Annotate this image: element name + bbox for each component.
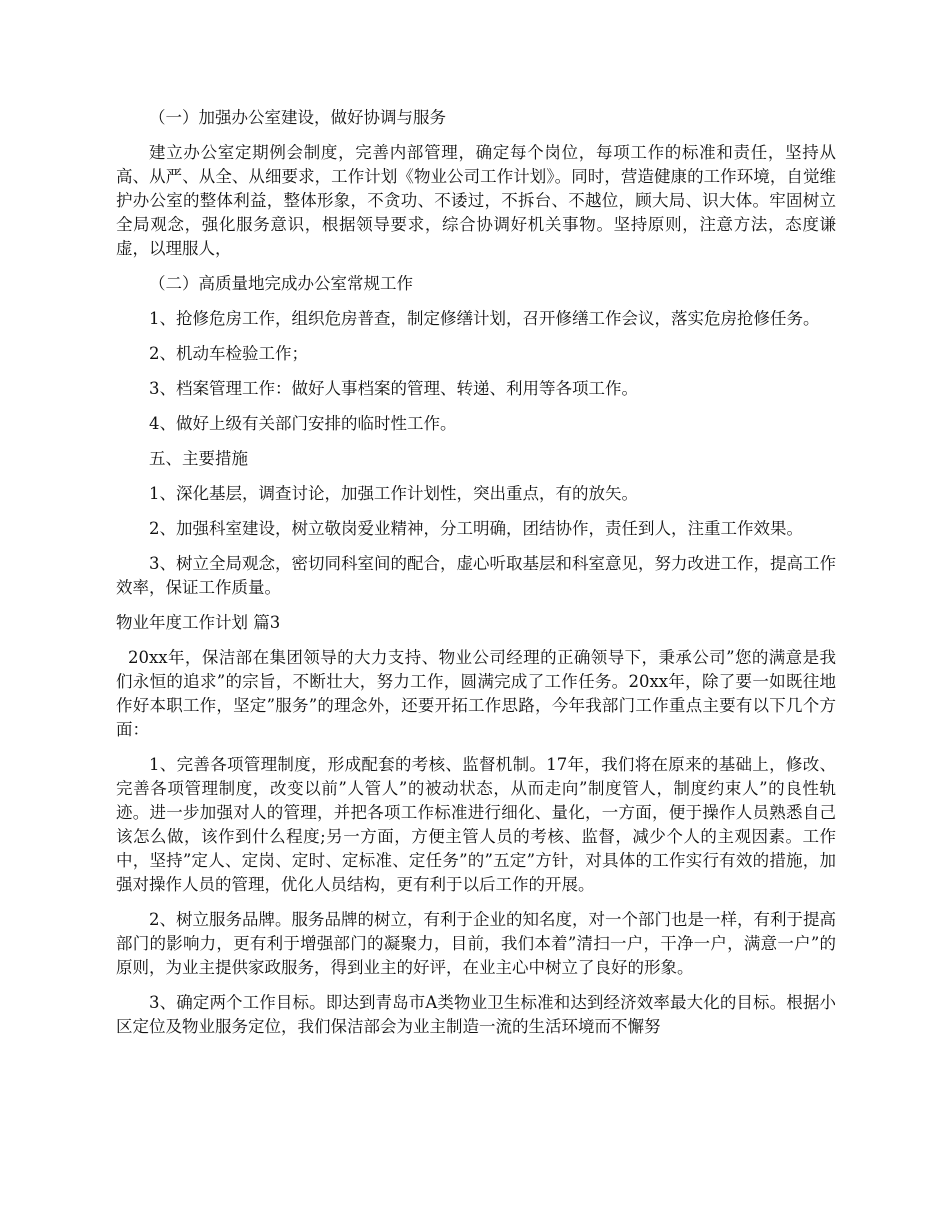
focus-item-2: 2、树立服务品牌。服务品牌的树立，有利于企业的知名度，对一个部门也是一样，有利于提高部门的影响力，更有利于增强部门的凝聚力，目前，我们本着”清扫一户，干净一户，满意一户”的原则，为业主提供家政服务，得到业主的好评，在业主心中树立了良好的形象。 xyxy=(116,910,836,977)
focus-item-3: 3、确定两个工作目标。即达到青岛市A类物业卫生标准和达到经济效率最大化的目标。根据小区定位及物业服务定位，我们保洁部会为业主制造一流的生活环境而不懈努 xyxy=(116,993,836,1036)
list-item-1: 1、抢修危房工作，组织危房普查，制定修缮计划，召开修缮工作会议，落实危房抢修任务。 xyxy=(149,309,820,328)
measure-item-2: 2、加强科室建设，树立敬岗爱业精神，分工明确，团结协作，责任到人，注重工作效果。 xyxy=(149,519,803,538)
list-item-2: 2、机动车检验工作； xyxy=(149,344,308,363)
list-item-4: 4、做好上级有关部门安排的临时性工作。 xyxy=(149,414,457,433)
measure-item-3: 3、树立全局观念，密切同科室间的配合，虚心听取基层和科室意见，努力改进工作，提高工作效率，保证工作质量。 xyxy=(116,554,836,597)
paragraph-office-meeting: 建立办公室定期例会制度，完善内部管理，确定每个岗位，每项工作的标准和责任，坚持从高、从严、从全、从细要求，工作计划《物业公司工作计划》。同时，营造健康的工作环境，自觉维护办公室的整体利益，整体形象，不贪功、不诿过，不拆台、不越位，顾大局、识大体。牢固树立全局观念，强化服务意识，根据领导要求，综合协调好机关事物。坚持原则，注意方法，态度谦虚，以理服人， xyxy=(116,143,836,258)
section-heading-2: （二）高质量地完成办公室常规工作 xyxy=(149,274,413,293)
chapter-title: 物业年度工作计划 篇3 xyxy=(116,613,281,632)
list-item-3: 3、档案管理工作：做好人事档案的管理、转递、利用等各项工作。 xyxy=(149,379,638,398)
intro-paragraph: 20xx年，保洁部在集团领导的大力支持、物业公司经理的正确领导下，秉承公司”您的满意是我们永恒的追求”的宗旨，不断壮大，努力工作，圆满完成了工作任务。20xx年，除了要一如既往地作好本职工作，坚定”服务”的理念外，还要开拓工作思路，今年我部门工作重点主要有以下几个方面： xyxy=(116,648,836,739)
section-heading-1: （一）加强办公室建设，做好协调与服务 xyxy=(149,108,446,127)
section-heading-5: 五、主要措施 xyxy=(149,449,248,468)
document-body xyxy=(116,106,836,1050)
measure-item-1: 1、深化基层，调查讨论，加强工作计划性，突出重点，有的放矢。 xyxy=(149,484,638,503)
focus-item-1: 1、完善各项管理制度，形成配套的考核、监督机制。17年，我们将在原来的基础上，修改、完善各项管理制度，改变以前”人管人”的被动状态，从而走向”制度管人，制度约束人”的良性轨迹。进一步加强对人的管理，并把各项工作标准进行细化、量化，一方面，便于操作人员熟悉自己该怎么做，该作到什么程度;另一方面，方便主管人员的考核、监督，减少个人的主观因素。工作中，坚持”定人、定岗、定时、定标准、定任务”的”五定”方针，对具体的工作实行有效的措施，加强对操作人员的管理，优化人员结构，更有利于以后工作的开展。 xyxy=(116,755,836,894)
